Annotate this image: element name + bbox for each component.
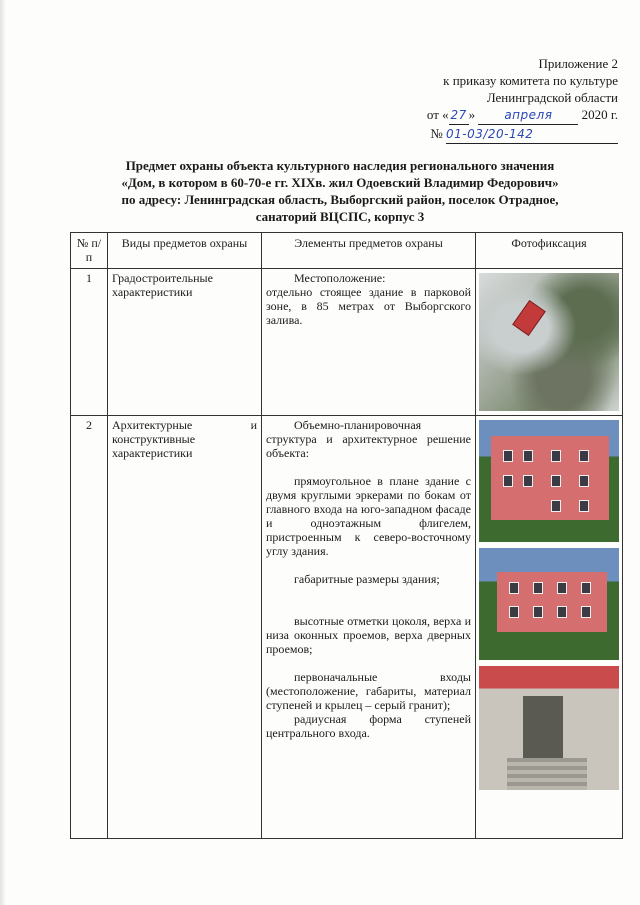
pink-facade <box>497 572 607 632</box>
appendix-number <box>427 125 618 144</box>
number-value: 01-03/20-142 <box>446 126 618 144</box>
row-elements <box>262 416 476 839</box>
date-month: апреля <box>478 107 578 125</box>
header-num: № п/п <box>71 233 108 269</box>
facade-photo <box>479 548 619 660</box>
scan-edge <box>0 0 6 905</box>
row-num: 2 <box>71 416 108 839</box>
table-header-row <box>71 233 623 269</box>
element-text: габаритные размеры здания; <box>294 572 440 586</box>
appendix-date <box>427 106 618 125</box>
entrance-door <box>523 696 563 758</box>
document-title <box>70 157 610 225</box>
row-photos <box>476 416 623 839</box>
title-line-4: санаторий ВЦСПС, корпус 3 <box>255 209 425 224</box>
appendix-line-1: Приложение 2 <box>538 56 618 71</box>
table-row <box>71 269 623 416</box>
header-elements: Элементы предметов охраны <box>262 233 476 269</box>
title-line-3: по адресу: Ленинградская область, Выборгский район, поселок Отрадное, <box>121 192 559 207</box>
element-text: прямоугольное в плане здание с двумя круглыми эркерами по бокам от главного входа на юго-западном фасаде и одноэтажным флигелем, пристроенным к северо-восточному углу здания. <box>266 474 471 558</box>
table-row <box>71 416 623 839</box>
title-line-1: Предмет охраны объекта культурного наследия регионального значения <box>125 158 555 173</box>
building-marker <box>512 300 546 336</box>
granite-steps <box>507 758 587 790</box>
element-text: Объемно-планировочная структура и архитектурное решение объекта: <box>266 418 471 460</box>
element-text: высотные отметки цоколя, верха и низа оконных проемов, верха дверных проемов; <box>266 614 471 656</box>
date-mid: » <box>468 107 476 122</box>
number-prefix: № <box>430 126 443 141</box>
date-day: 27 <box>449 107 469 125</box>
title-line-2: «Дом, в котором в 60-70-е гг. XIXв. жил Одоевский Владимир Федорович» <box>121 175 559 190</box>
row-type: Архитектурные и конструктивные характеристики <box>108 416 262 839</box>
protection-table <box>70 232 623 839</box>
facade-photo <box>479 420 619 542</box>
element-text: радиусная форма ступеней центрального входа. <box>266 712 471 740</box>
header-type: Виды предметов охраны <box>108 233 262 269</box>
element-text: отдельно стоящее здание в парковой зоне, в 85 метрах от Выборгского залива. <box>266 285 471 327</box>
row-elements <box>262 269 476 416</box>
element-text: первоначальные входы (местоположение, габариты, материал ступеней и крылец – серый гранит); <box>266 670 471 712</box>
entrance-photo <box>479 666 619 790</box>
appendix-line-3: Ленинградской области <box>486 90 618 105</box>
row-num: 1 <box>71 269 108 416</box>
appendix-line-2: к приказу комитета по культуре <box>443 73 618 88</box>
date-prefix: от « <box>426 107 449 122</box>
appendix-header <box>427 55 618 144</box>
element-text: Местоположение: <box>294 271 386 285</box>
date-year: 2020 г. <box>581 107 618 122</box>
row-type: Градостроительные характеристики <box>108 269 262 416</box>
satellite-photo <box>479 273 619 411</box>
header-photo: Фотофиксация <box>476 233 623 269</box>
row-photos <box>476 269 623 416</box>
